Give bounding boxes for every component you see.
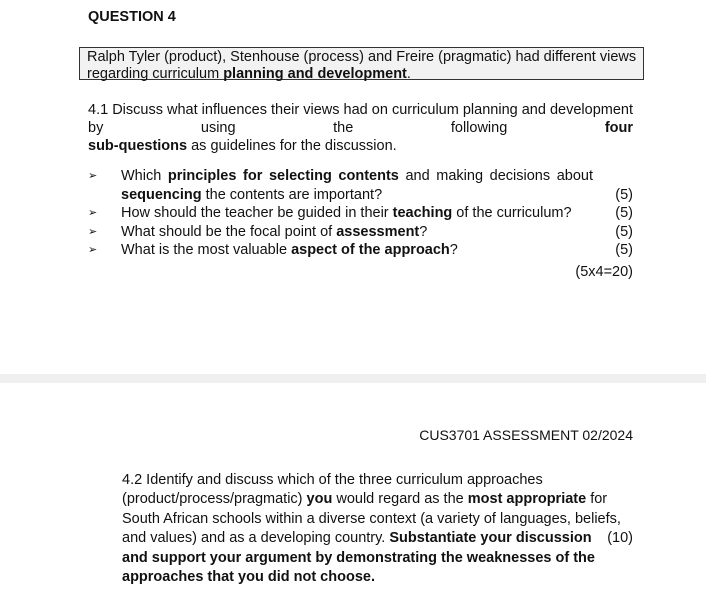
q42-text: 4.2 Identify and discuss which of the three curriculum approaches (product/process/pragmatic) (122, 472, 543, 508)
arrow-bullet-icon: ➢ (88, 225, 98, 238)
q42-text: would regard as the (332, 491, 468, 508)
q41-word: the (333, 120, 354, 136)
q42-bold: Substantiate your discussion and support your argument by demonstrating the weaknesses of the approaches that you did not choose. (122, 530, 595, 586)
bullet-item (88, 223, 633, 242)
q41-subquestions: sub-questions (88, 138, 188, 154)
question-heading: QUESTION 4 (88, 9, 176, 25)
intro-end: . (406, 66, 411, 82)
bullet-item (88, 167, 633, 204)
q42-bold: most appropriate (467, 491, 587, 508)
q41-line3-rest: as guidelines for the discussion. (187, 138, 397, 154)
assessment-reference: CUS3701 ASSESSMENT 02/2024 (419, 427, 633, 443)
bullet-text: What should be the focal point of assessment? (121, 223, 428, 240)
total-marks: (5x4=20) (575, 264, 633, 280)
bullet-text: What is the most valuable aspect of the approach? (121, 242, 458, 258)
q42-mark: (10) (607, 530, 633, 547)
q41-line1: 4.1 Discuss what influences their views had on curriculum planning and development (88, 102, 633, 118)
bullet-list (88, 167, 633, 260)
bullet-mark: (5) (615, 205, 633, 221)
arrow-bullet-icon: ➢ (88, 207, 98, 219)
bullet-text: How should the teacher be guided in their teaching of the curriculum? (121, 205, 572, 221)
page-break-band (0, 374, 706, 383)
arrow-bullet-icon: ➢ (88, 170, 98, 182)
q41-word: by (88, 120, 104, 136)
q41-word: using (200, 120, 236, 136)
bullet-mark: (5) (615, 242, 633, 258)
bullet-item (88, 241, 633, 260)
bullet-mark: (5) (615, 186, 633, 203)
q41-line3 (88, 137, 633, 155)
question-4-2 (122, 471, 633, 587)
bullet-item (88, 204, 633, 223)
q42-text: for South African schools within a diverse context (a variety of languages, beliefs, and values) and as a developing country. (122, 491, 621, 547)
intro-text: Ralph Tyler (product), Stenhouse (process) and Freire (pragmatic) had different views regarding curriculum (87, 49, 637, 82)
question-4-1 (88, 101, 633, 155)
q41-word: following (450, 120, 508, 136)
intro-bold: planning and development (223, 66, 407, 82)
arrow-bullet-icon: ➢ (88, 244, 98, 256)
bullet-mark: (5) (615, 223, 633, 240)
q41-word-bold: four (604, 120, 634, 136)
intro-box (79, 47, 644, 80)
bullet-text: Which principles for selecting contents and making decisions about sequencing the contents are important? (121, 168, 593, 203)
q42-bold: you (306, 491, 333, 508)
q41-line2 (88, 119, 633, 137)
